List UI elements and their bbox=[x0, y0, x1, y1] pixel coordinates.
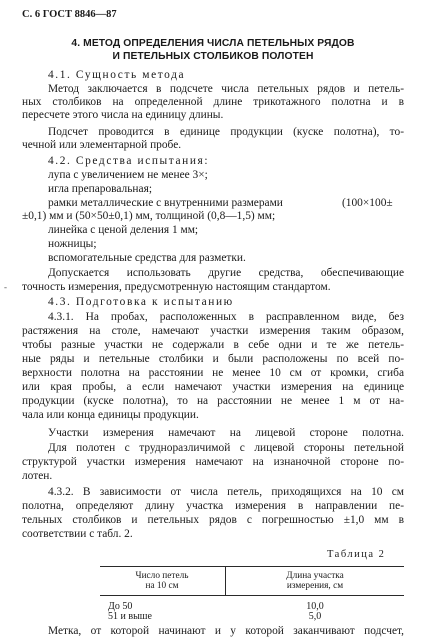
table-col2-header: измерения, см bbox=[286, 581, 344, 591]
clause-4-3-2-line: полотна, определяют длину участка измерения в направлении пе- bbox=[22, 500, 404, 512]
table-column-divider bbox=[225, 566, 226, 595]
clause-4-3-1-line: чала или конца единицы продукции. bbox=[22, 409, 199, 421]
clause-4-3-2-line: соответствии с табл. 2. bbox=[22, 528, 133, 540]
table-caption: Таблица 2 bbox=[327, 549, 386, 560]
clause-4-3-1-reverse-line: структурой участки измерения намечают на изнаночной стороне по- bbox=[22, 456, 404, 468]
clause-4-3-1-reverse-line: лотен. bbox=[22, 470, 53, 482]
equipment-item-marking: вспомогательные средства для разметки. bbox=[48, 252, 246, 264]
clause-4-3-2-line: тельных столбиков и петельных рядов с погрешностью ±1,0 мм в bbox=[22, 514, 404, 526]
clause-4-2-note-line: Допускается использовать другие средства, обеспечивающие bbox=[48, 267, 404, 279]
table-row-loops: 51 и выше bbox=[108, 611, 152, 622]
clause-4-3-heading: 4.3. Подготовка к испытанию bbox=[48, 296, 234, 308]
clause-4-3-2-line: 4.3.2. В зависимости от числа петель, приходящихся на 10 см bbox=[48, 486, 404, 498]
clause-4-2-note-line: точность измерения, предусмотренную настоящим стандартом. bbox=[22, 281, 331, 293]
clause-4-3-1-line: растяжения на столе, намечают участки измерения таким образом, bbox=[22, 325, 404, 337]
equipment-item-needle: игла препаровальная; bbox=[48, 183, 152, 195]
margin-mark: - bbox=[4, 282, 7, 292]
equipment-item-frames: рамки металлические с внутренними размерами bbox=[48, 197, 283, 209]
clause-4-3-1-line: или края пробы, а если намечают участки измерения на единице bbox=[22, 381, 404, 393]
clause-4-2-heading: 4.2. Средства испытания: bbox=[48, 155, 210, 167]
clause-4-3-1-line: чтобы разные участки не содержали в себе одни и те же петель- bbox=[22, 339, 404, 351]
table-header-rule bbox=[100, 595, 404, 596]
table-top-rule bbox=[100, 566, 404, 567]
table-col2-header: Длина участка bbox=[286, 571, 344, 581]
clause-4-1-line: ных столбиков на определенной длине трикотажного полотна и в bbox=[22, 96, 404, 108]
table-row-length: 5,0 bbox=[308, 611, 322, 622]
clause-4-1-line: Метод заключается в подсчете числа петельных рядов и петель- bbox=[48, 83, 404, 95]
clause-4-3-1-line: верхности полотна на расстоянии не менее 10 см от кромки, сгиба bbox=[22, 367, 404, 379]
clause-4-3-1-line: ные ряды и петельные столбики и были расположены по всей по- bbox=[22, 353, 404, 365]
page-header: С. 6 ГОСТ 8846—87 bbox=[22, 9, 117, 20]
clause-4-3-1-reverse-line: Для полотен с трудноразличимой с лицевой стороны петельной bbox=[48, 442, 404, 454]
equipment-item-frames-size: (100×100± bbox=[342, 197, 393, 209]
equipment-item-ruler: линейка с ценой деления 1 мм; bbox=[48, 224, 199, 236]
clause-4-1-heading: 4.1. Сущность метода bbox=[48, 69, 186, 81]
section-title-line2: И ПЕТЕЛЬНЫХ СТОЛБИКОВ ПОЛОТЕН bbox=[112, 51, 314, 62]
equipment-item-magnifier: лупа с увеличением не менее 3×; bbox=[48, 169, 208, 181]
clause-4-3-1-line: продукции (куске полотна), то на расстоянии не менее 1 м от на- bbox=[22, 395, 404, 407]
continuation-line: Метка, от которой начинают и у которой заканчивают подсчет, bbox=[48, 625, 404, 637]
equipment-item-scissors: ножницы; bbox=[48, 238, 97, 250]
clause-4-1-para2-line: Подсчет проводится в единице продукции (куске полотна), то- bbox=[48, 126, 404, 138]
section-title-line1: 4. МЕТОД ОПРЕДЕЛЕНИЯ ЧИСЛА ПЕТЕЛЬНЫХ РЯДОВ bbox=[71, 38, 355, 49]
clause-4-3-1-face-side: Участки измерения намечают на лицевой стороне полотна. bbox=[48, 427, 404, 439]
table-col1-header: Число петель bbox=[135, 571, 189, 581]
table-row-length: 10,0 bbox=[306, 601, 324, 612]
table-row-loops: До 50 bbox=[108, 601, 133, 612]
clause-4-3-1-line: 4.3.1. На пробах, расположенных в расправленном виде, без bbox=[48, 311, 404, 323]
clause-4-1-line: пересчете этого числа на единицу длины. bbox=[22, 109, 224, 121]
clause-4-1-para2-line: чечной или элементарной пробе. bbox=[22, 139, 182, 151]
equipment-item-frames-cont: ±0,1) мм и (50×50±0,1) мм, толщиной (0,8—1,5) мм; bbox=[22, 210, 276, 222]
table-col1-header: на 10 см bbox=[145, 581, 179, 591]
